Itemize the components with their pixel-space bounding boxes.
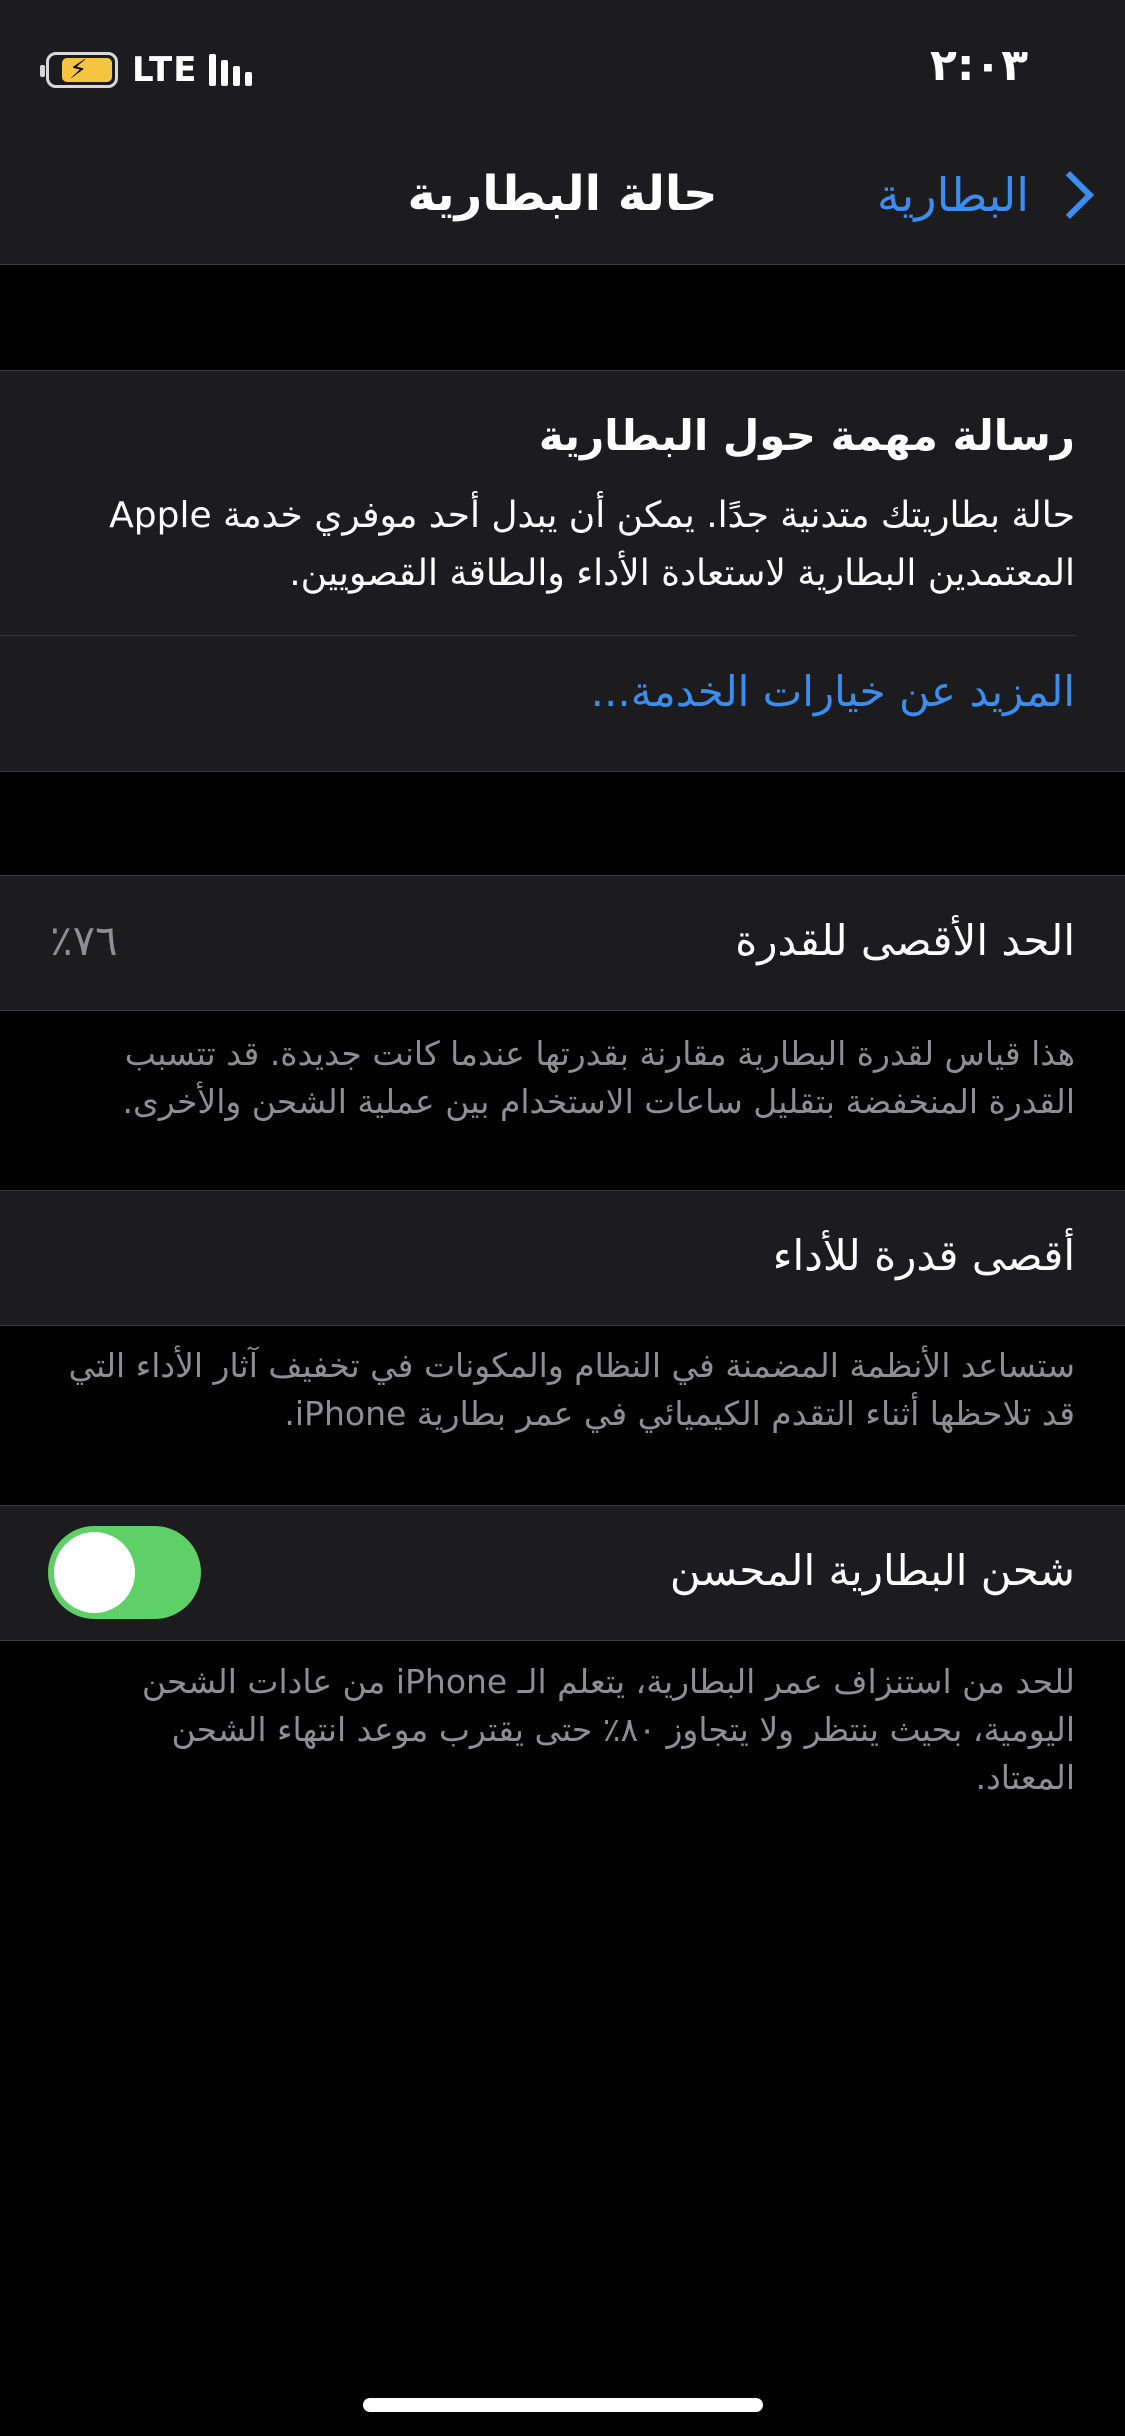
- peak-performance-label: أقصى قدرة للأداء: [772, 1231, 1075, 1280]
- battery-charging-icon: [46, 52, 118, 88]
- max-capacity-row: [0, 875, 1125, 1011]
- message-body: حالة بطاريتك متدنية جدًا. يمكن أن يبدل أحد موفري خدمة Apple المعتمدين البطارية لاستعادة الأداء والطاقة القصويين.: [109, 495, 1075, 594]
- peak-performance-row: [0, 1190, 1125, 1326]
- peak-performance-footnote: ستساعد الأنظمة المضمنة في النظام والمكونات في تخفيف آثار الأداء التي قد تلاحظها أثناء التقدم الكيميائي في عمر بطارية iPhone.: [68, 1346, 1075, 1433]
- max-capacity-label: الحد الأقصى للقدرة: [735, 916, 1075, 965]
- optimized-charging-footnote: للحد من استنزاف عمر البطارية، يتعلم الـ iPhone من عادات الشحن اليومية، بحيث ينتظر ولا يتجاوز ٨٠٪ حتى يقترب موعد انتهاء الشحن المعتاد.: [141, 1662, 1075, 1797]
- cellular-signal-icon: [209, 54, 257, 86]
- optimized-charging-label: شحن البطارية المحسن: [669, 1546, 1075, 1595]
- max-capacity-value: ٧٦٪: [50, 916, 118, 965]
- optimized-charging-row: [0, 1505, 1125, 1641]
- battery-message-group: [0, 370, 1125, 772]
- home-indicator[interactable]: [363, 2398, 763, 2412]
- toggle-knob: [54, 1532, 135, 1613]
- page-title: حالة البطارية: [407, 166, 718, 222]
- bolt-icon: ⚡: [69, 55, 88, 85]
- divider: [0, 635, 1075, 636]
- service-options-link[interactable]: المزيد عن خيارات الخدمة...: [590, 667, 1075, 716]
- message-title: رسالة مهمة حول البطارية: [538, 411, 1075, 460]
- status-bar: [0, 0, 1125, 132]
- status-time: ٢:٠٣: [930, 40, 1029, 91]
- network-type: LTE: [132, 50, 198, 90]
- optimized-charging-toggle[interactable]: [48, 1526, 201, 1619]
- chevron-back-icon: [1046, 171, 1094, 219]
- max-capacity-footnote: هذا قياس لقدرة البطارية مقارنة بقدرتها عندما كانت جديدة. قد تتسبب القدرة المنخفضة بتقليل ساعات الاستخدام بين عملية الشحن والأخرى.: [122, 1034, 1075, 1121]
- back-button-label: البطارية: [876, 168, 1029, 222]
- navigation-bar: [0, 132, 1125, 265]
- status-indicators: [40, 50, 257, 90]
- back-button[interactable]: [877, 168, 1095, 222]
